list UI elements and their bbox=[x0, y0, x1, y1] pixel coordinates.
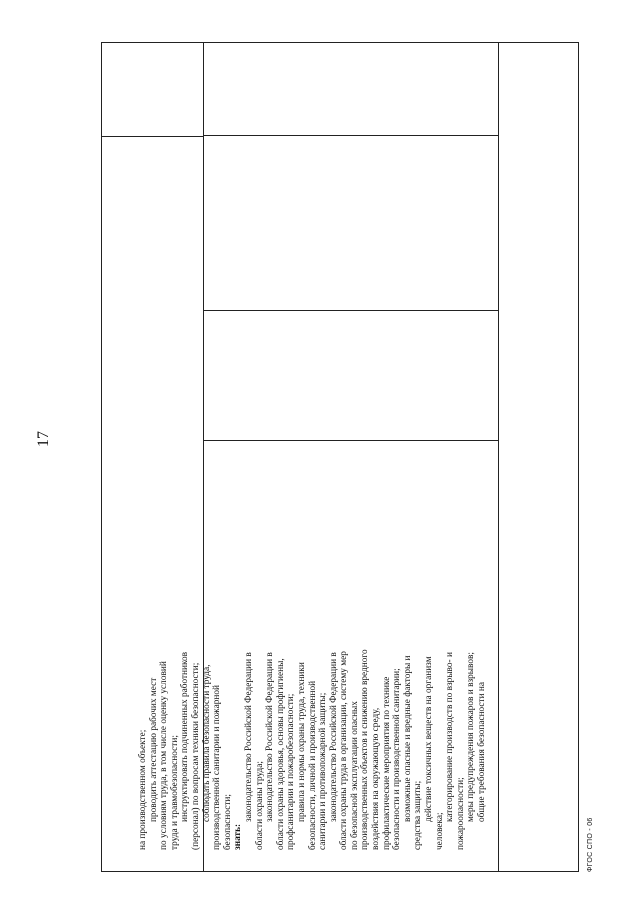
text-line: области охраны здоровья, основы профгигиены, bbox=[275, 658, 286, 850]
text-line: соблюдать правила безопасности труда, bbox=[201, 664, 212, 822]
text-line: возможные опасные и вредные факторы и bbox=[402, 655, 413, 822]
text-line: правила и нормы охраны труда, техники bbox=[296, 662, 307, 822]
text-line: общие требования безопасности на bbox=[477, 681, 487, 822]
text-line: воздействия на окружающую среду, bbox=[371, 707, 382, 850]
text-line: производственной санитарии и пожарной bbox=[212, 685, 223, 850]
page-number: 17 bbox=[35, 431, 52, 447]
text-line: (персонал) по вопросам техники безопасности; bbox=[190, 662, 201, 850]
table-divider bbox=[204, 135, 499, 136]
text-line: действие токсичных веществ на организм bbox=[424, 656, 435, 822]
text-line: области охраны труда в организации, систему мер bbox=[339, 651, 350, 850]
section-heading: знать: bbox=[233, 823, 244, 850]
text-line: безопасности; bbox=[222, 794, 233, 850]
text-line: профилактические мероприятия по технике bbox=[381, 676, 392, 850]
text-line: меры предупреждения пожаров и взрывов; bbox=[466, 652, 477, 822]
requirements-text bbox=[138, 430, 487, 850]
text-line: законодательство Российской Федерации в bbox=[243, 652, 254, 822]
text-line: производственных объектов и снижению вредного bbox=[360, 649, 371, 850]
text-line: на производственном объекте; bbox=[138, 729, 148, 850]
text-line: проводить аттестацию рабочих мест bbox=[148, 677, 159, 822]
text-line: по условиям труда, в том числе оценку условий bbox=[159, 661, 170, 850]
text-line: законодательство Российской Федерации в bbox=[265, 652, 276, 822]
rotated-page bbox=[35, 42, 595, 872]
text-line: законодательство Российской Федерации в bbox=[328, 652, 339, 822]
text-line: профсанитарии и пожаробезопасности; bbox=[286, 693, 297, 850]
text-line: безопасности и производственной санитарии; bbox=[392, 668, 403, 850]
text-line: средства защиты; bbox=[413, 780, 424, 850]
text-line: области охраны труда; bbox=[254, 761, 265, 850]
text-line: по безопасной эксплуатации опасных bbox=[349, 701, 360, 850]
table-cell bbox=[499, 101, 594, 871]
table-column-3 bbox=[499, 43, 594, 871]
text-line: инструктировать подчиненных работников bbox=[180, 651, 191, 822]
text-line: человека; bbox=[434, 812, 445, 850]
text-line: пожароопасности; bbox=[455, 777, 466, 850]
text-line: категорирование производств по взрыво- и bbox=[445, 652, 456, 822]
table-divider bbox=[204, 310, 499, 311]
text-line: труда и травмобезопасности; bbox=[169, 735, 180, 850]
footer-code: ФГОС СПО - 06 bbox=[587, 817, 594, 872]
text-line: санитарии и противопожарной защиты; bbox=[318, 692, 329, 850]
text-line: безопасности, личной и производственной bbox=[307, 680, 318, 850]
